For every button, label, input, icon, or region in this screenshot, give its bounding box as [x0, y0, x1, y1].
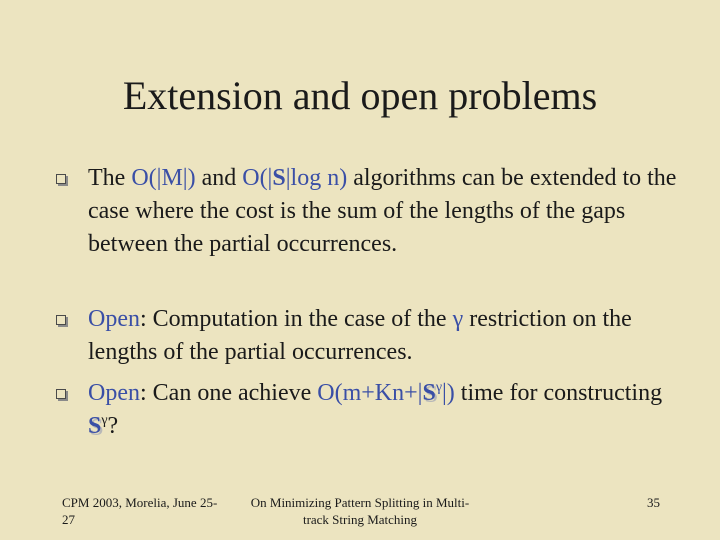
- complexity-term: O(|S|log n): [242, 165, 348, 191]
- footer-title: On Minimizing Pattern Splitting in Multi-track String Matching: [250, 495, 470, 527]
- bullet-text: [88, 162, 688, 261]
- open-label: Open: [88, 380, 140, 406]
- complexity-term: $O(m+Kn+|S^\gamma|)$: [317, 380, 455, 406]
- bullet-text: Open: Computation in the case of the γ restriction on the lengths of the partial occurrences.: [88, 306, 632, 365]
- gamma-symbol: γ: [452, 306, 464, 332]
- text-segment: Can one achieve: [146, 380, 318, 406]
- square-bullet-icon: [56, 389, 66, 399]
- text-segment: Computation in the case of the: [146, 306, 453, 332]
- gamma-superscript: γ: [101, 413, 108, 428]
- complexity-term: O(|M|): [131, 165, 196, 191]
- square-bullet-icon: [56, 315, 66, 325]
- bullet-text: Open: Can one achieve $O(m+Kn+|S^\gamma|)$ time for constructing $S^\gamma$?: [88, 380, 663, 439]
- text-segment: The: [88, 165, 132, 191]
- s-symbol: S: [88, 413, 102, 439]
- text-segment: time for constructing: [454, 380, 663, 406]
- footer-conference: CPM 2003, Morelia, June 25-27: [62, 495, 218, 527]
- text-segment: ?: [107, 413, 119, 439]
- page-number: 35: [647, 495, 660, 510]
- text-segment: algorithms can be extended to the case where the cost is the sum of the lengths of the gaps between the partial occurrences.: [88, 165, 677, 257]
- text-segment: and: [195, 165, 243, 191]
- text-segment: restriction on the lengths of the partial occurrences.: [88, 306, 632, 365]
- open-label: Open: [88, 306, 140, 332]
- slide-title: Extension and open problems: [122, 73, 598, 118]
- square-bullet-icon: [56, 174, 66, 184]
